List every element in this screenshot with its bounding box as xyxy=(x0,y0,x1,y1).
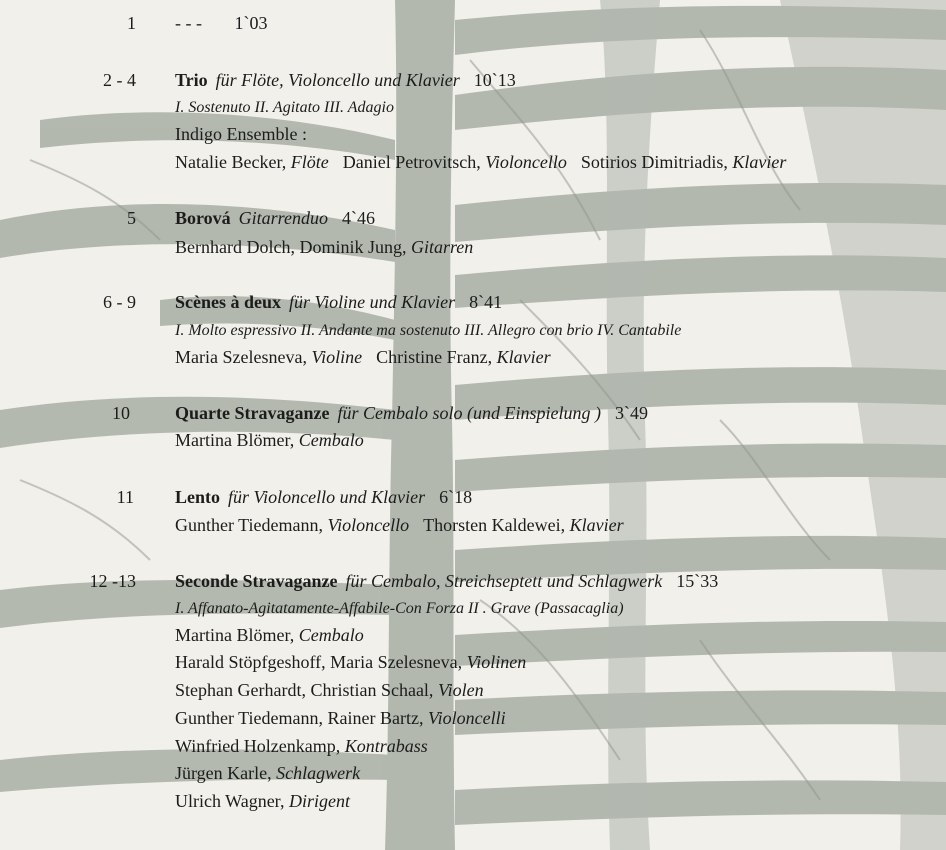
track-title: Scènes à deux xyxy=(175,292,282,312)
performer-line: Natalie Becker, Flöte Daniel Petrovitsch, Violoncello Sotirios Dimitriadis, Klavier xyxy=(175,152,787,172)
track-instrumentation: für Cembalo, Streichseptett und Schlagwerk xyxy=(345,571,663,591)
track-instrumentation: für Violoncello und Klavier xyxy=(228,487,426,507)
performer-line: Stephan Gerhardt, Christian Schaal, Violen xyxy=(175,680,484,700)
performer-line: Ulrich Wagner, Dirigent xyxy=(175,791,350,811)
track-line xyxy=(175,291,502,313)
track-line xyxy=(175,207,375,229)
track-line xyxy=(175,12,267,34)
track-line xyxy=(175,402,648,424)
track-duration: 3`49 xyxy=(614,403,648,423)
track-movements: I. Sostenuto II. Agitato III. Adagio xyxy=(175,99,394,116)
performer-line: Maria Szelesneva, Violine Christine Franz, Klavier xyxy=(175,347,551,367)
performer-line: Jürgen Karle, Schlagwerk xyxy=(175,763,361,783)
ensemble-name: Indigo Ensemble : xyxy=(175,124,307,144)
track-number: 5 xyxy=(127,208,136,228)
track-duration: 10`13 xyxy=(473,70,516,90)
track-title: - - - xyxy=(175,13,202,33)
performer-line: Gunther Tiedemann, Rainer Bartz, Violoncelli xyxy=(175,708,506,728)
track-number: 2 - 4 xyxy=(103,70,136,90)
track-duration: 1`03 xyxy=(234,13,268,33)
track-line xyxy=(175,486,472,508)
track-instrumentation: Gitarrenduo xyxy=(238,208,329,228)
track-number: 12 -13 xyxy=(89,571,136,591)
track-instrumentation: für Violine und Klavier xyxy=(289,292,456,312)
track-duration: 8`41 xyxy=(469,292,503,312)
track-line xyxy=(175,69,516,91)
performer-line: Harald Stöpfgeshoff, Maria Szelesneva, Violinen xyxy=(175,652,527,672)
track-instrumentation: für Flöte, Violoncello und Klavier xyxy=(215,70,460,90)
track-number: 10 xyxy=(112,403,130,423)
track-duration: 6`18 xyxy=(439,487,473,507)
track-line xyxy=(175,570,718,592)
track-number: 6 - 9 xyxy=(103,292,136,312)
track-number: 1 xyxy=(127,13,136,33)
performer-line: Winfried Holzenkamp, Kontrabass xyxy=(175,736,428,756)
track-movements: I. Affanato-Agitatamente-Affabile-Con Forza II . Grave (Passacaglia) xyxy=(175,600,624,617)
track-duration: 15`33 xyxy=(676,571,719,591)
track-title: Seconde Stravaganze xyxy=(175,571,338,591)
track-title: Quarte Stravaganze xyxy=(175,403,330,423)
performer-line: Gunther Tiedemann, Violoncello Thorsten Kaldewei, Klavier xyxy=(175,515,624,535)
performer-line: Bernhard Dolch, Dominik Jung, Gitarren xyxy=(175,237,474,257)
track-title: Trio xyxy=(175,70,208,90)
track-title: Borová xyxy=(175,208,231,228)
performer-line: Martina Blömer, Cembalo xyxy=(175,430,364,450)
track-duration: 4`46 xyxy=(342,208,376,228)
track-instrumentation: für Cembalo solo (und Einspielung ) xyxy=(337,403,601,423)
track-title: Lento xyxy=(175,487,220,507)
track-movements: I. Molto espressivo II. Andante ma sostenuto III. Allegro con brio IV. Cantabile xyxy=(175,322,682,339)
track-number: 11 xyxy=(116,487,134,507)
performer-line: Martina Blömer, Cembalo xyxy=(175,625,364,645)
